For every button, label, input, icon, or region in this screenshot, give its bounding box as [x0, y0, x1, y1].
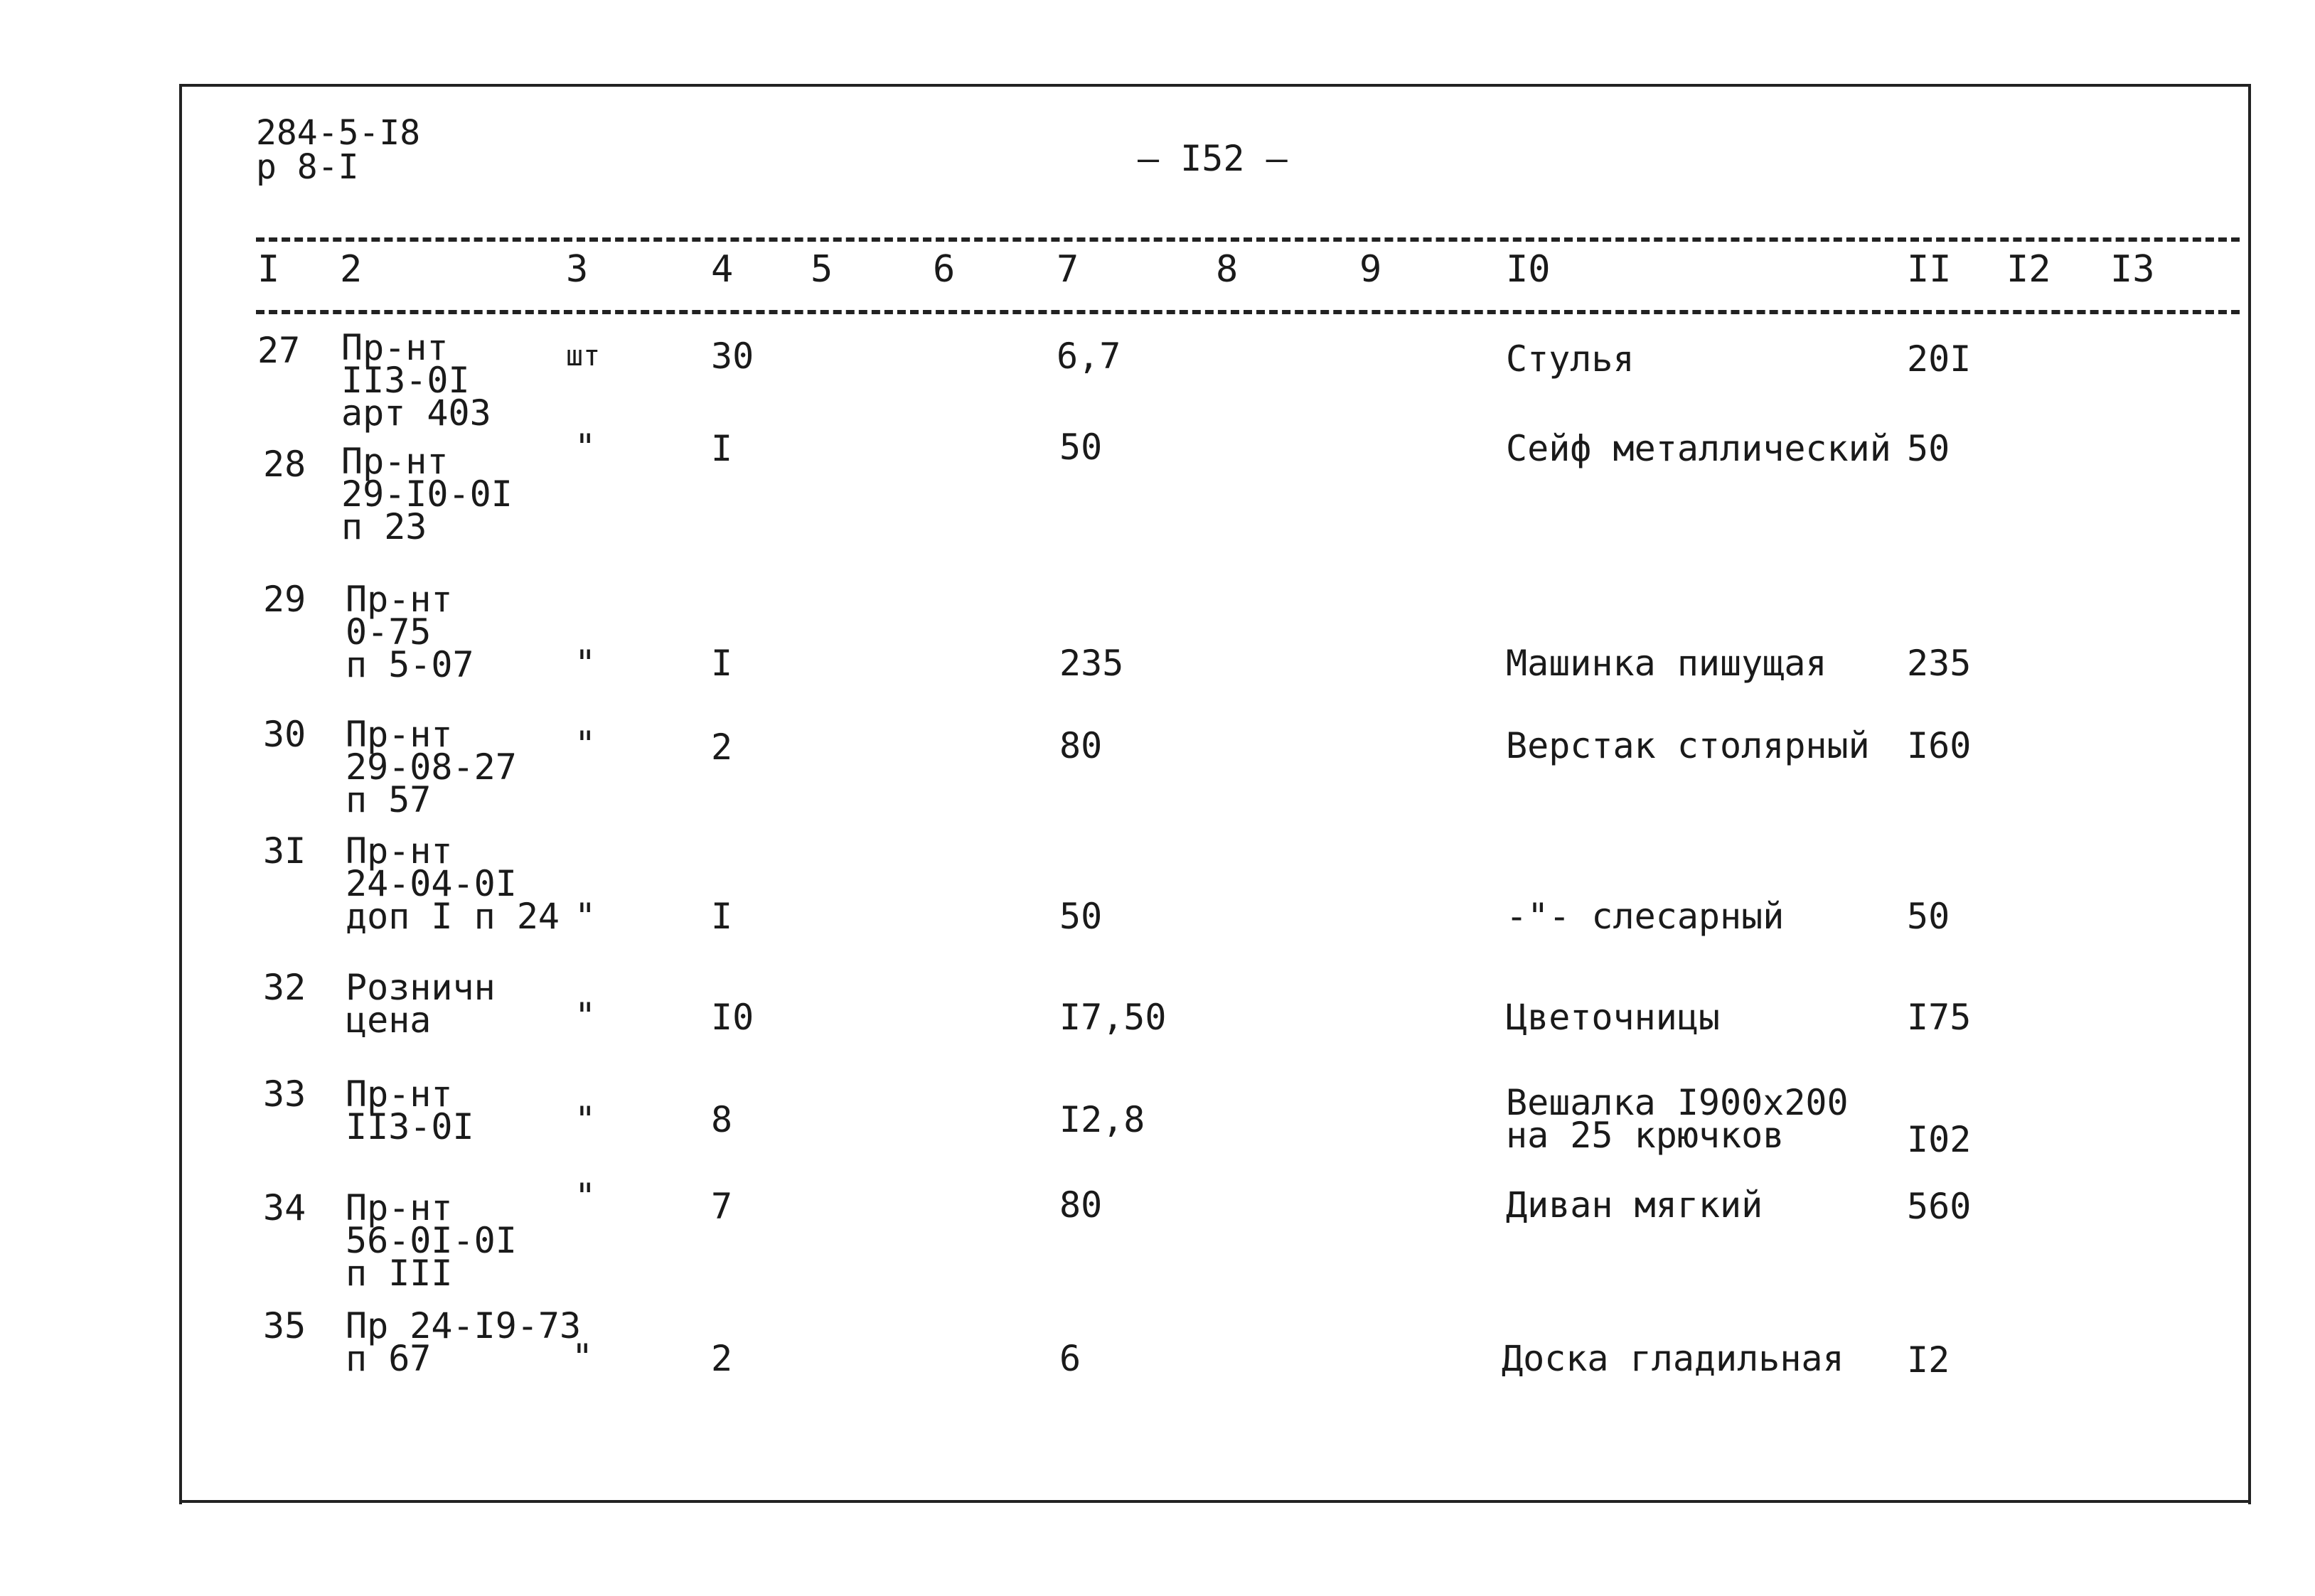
row-quantity: I [711, 428, 733, 469]
col-header-7: 7 [1057, 248, 1079, 291]
row-reference: Пр-нт II3-0I [346, 1073, 474, 1147]
row-unit: шт [566, 340, 601, 373]
row-item-name: Доска гладильная [1502, 1338, 1844, 1379]
row-unit: " [574, 1099, 597, 1140]
row-item-name: Верстак столярный [1506, 725, 1870, 766]
col-header-5: 5 [811, 248, 833, 291]
row-unit: " [574, 995, 597, 1037]
section-label: р 8-I [256, 147, 359, 187]
row-unit-price: 50 [1059, 896, 1103, 937]
row-total: 50 [1907, 428, 1950, 469]
row-item-name: Сейф металлический [1506, 428, 1891, 469]
frame-bottom-line [179, 1500, 2251, 1503]
row-number: 29 [263, 579, 306, 620]
row-number: 27 [257, 330, 301, 371]
col-header-11: II [1907, 248, 1952, 291]
row-quantity: 2 [711, 1338, 733, 1379]
row-number: 3I [263, 830, 306, 872]
row-item-name: Цветочницы [1506, 997, 1721, 1038]
col-header-8: 8 [1216, 248, 1239, 291]
row-quantity: I0 [711, 997, 754, 1038]
row-unit-price: I7,50 [1059, 997, 1167, 1038]
row-reference: Розничн цена [346, 967, 496, 1041]
row-item-name: Вешалка I900х200 на 25 крючков [1506, 1082, 1849, 1156]
row-total: 50 [1907, 896, 1950, 937]
row-unit-price: 50 [1059, 427, 1103, 468]
row-total: 20I [1907, 338, 1972, 380]
row-quantity: I [711, 643, 733, 684]
col-header-3: 3 [566, 248, 589, 291]
col-header-6: 6 [933, 248, 956, 291]
row-unit: " [574, 427, 597, 468]
col-header-2: 2 [340, 248, 363, 291]
row-total: I75 [1907, 997, 1972, 1038]
row-total: 235 [1907, 643, 1972, 684]
row-reference: Пр-нт 0-75 п 5-07 [346, 579, 474, 685]
row-unit-price: 80 [1059, 725, 1103, 766]
row-reference: Пр-нт II3-0I арт 403 [341, 327, 491, 434]
row-total: 560 [1907, 1186, 1972, 1227]
col-header-12: I2 [2006, 248, 2051, 291]
row-quantity: 7 [711, 1186, 733, 1227]
row-number: 35 [263, 1305, 306, 1346]
row-reference: Пр-нт 56-0I-0I п III [346, 1187, 517, 1294]
row-unit-price: I2,8 [1059, 1099, 1145, 1140]
row-item-name: -"- слесарный [1506, 896, 1785, 937]
row-unit-price: 6,7 [1057, 336, 1121, 377]
row-unit: " [574, 896, 597, 937]
header-bottom-dashed-line [256, 310, 2240, 314]
row-quantity: 8 [711, 1099, 733, 1140]
row-unit-price: 80 [1059, 1184, 1103, 1226]
row-item-name: Машинка пишущая [1506, 643, 1827, 684]
row-unit: " [574, 1176, 597, 1217]
header-top-dashed-line [256, 237, 2240, 242]
row-item-name: Диван мягкий [1506, 1184, 1763, 1226]
row-total: I2 [1907, 1339, 1950, 1381]
row-number: 33 [263, 1073, 306, 1115]
row-quantity: 2 [711, 727, 733, 768]
row-quantity: 30 [711, 336, 754, 377]
row-number: 28 [263, 444, 306, 485]
col-header-9: 9 [1359, 248, 1382, 291]
row-reference: Пр-нт 24-04-0I доп I п 24 [346, 830, 560, 937]
col-header-10: I0 [1506, 248, 1551, 291]
row-unit-price: 235 [1059, 643, 1124, 684]
row-quantity: I [711, 896, 733, 937]
row-total: I60 [1907, 725, 1972, 766]
col-header-1: I [257, 248, 280, 291]
row-reference: Пр-нт 29-I0-0I п 23 [341, 441, 513, 547]
col-header-4: 4 [711, 248, 734, 291]
row-unit: " [572, 1337, 594, 1378]
row-number: 30 [263, 714, 306, 755]
row-unit: " [574, 724, 597, 765]
row-unit: " [574, 643, 597, 684]
row-unit-price: 6 [1059, 1338, 1081, 1379]
row-number: 32 [263, 967, 306, 1008]
row-item-name: Стулья [1506, 338, 1635, 380]
page-number: — I52 — [1138, 138, 1288, 179]
row-total: I02 [1907, 1119, 1972, 1160]
row-number: 34 [263, 1187, 306, 1228]
doc-code: 284-5-I8 [256, 113, 421, 153]
col-header-13: I3 [2110, 248, 2155, 291]
row-reference: Пр 24-I9-73 п 67 [346, 1305, 582, 1379]
row-reference: Пр-нт 29-08-27 п 57 [346, 714, 517, 820]
